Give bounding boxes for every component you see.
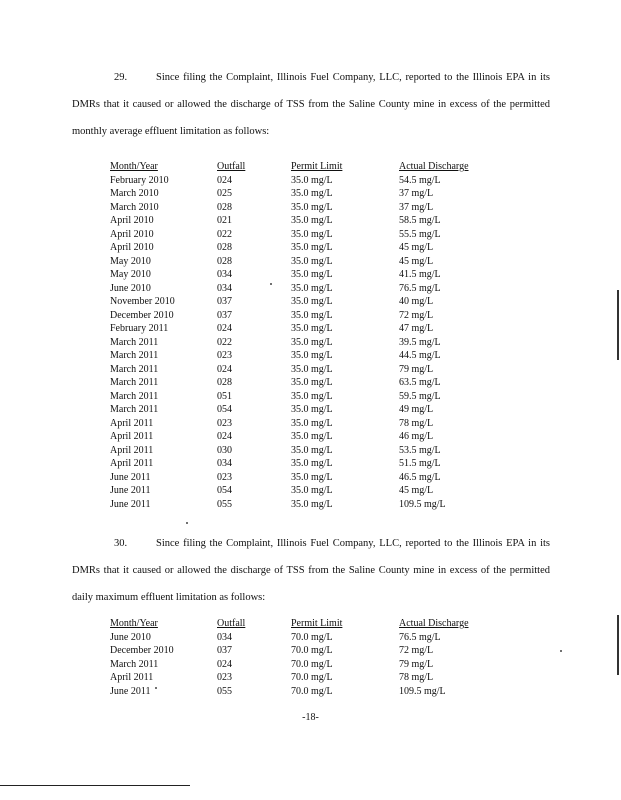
table-cell: 79 mg/L: [399, 658, 434, 670]
table-cell: 024: [217, 323, 232, 334]
table-cell: 35.0 mg/L: [291, 444, 333, 456]
table-cell: 023: [217, 350, 232, 361]
table-cell: 054: [217, 485, 232, 496]
table-cell: 35.0 mg/L: [291, 390, 333, 402]
table-cell: March 2010: [110, 201, 159, 213]
column-header: Month/Year: [110, 618, 158, 629]
table-cell: 025: [217, 188, 232, 199]
column-header: Month/Year: [110, 161, 158, 172]
column-header: Actual Discharge: [399, 161, 469, 172]
table-cell: March 2011: [110, 363, 159, 375]
table-cell: 37 mg/L: [399, 188, 434, 199]
table-cell: 055: [217, 685, 232, 697]
column-header: Permit Limit: [291, 618, 343, 629]
table-cell: 76.5 mg/L: [399, 631, 441, 643]
table-cell: 78 mg/L: [399, 672, 434, 683]
table-cell: March 2011: [110, 404, 159, 415]
table-cell: 35.0 mg/L: [291, 174, 333, 186]
paragraph-text: Since filing the Complaint, Illinois Fuel Company, LLC, reported to the Illinois EPA in its DMRs that it caused or allowed the discharge of TSS from the Saline County mine in excess of the permitted daily maximum effluent limitation as follows:: [72, 538, 550, 603]
table-cell: 78 mg/L: [399, 417, 434, 429]
table-cell: 70.0 mg/L: [291, 658, 333, 670]
column-header: Actual Discharge: [399, 618, 469, 629]
table-cell: 024: [217, 363, 232, 375]
table-cell: 35.0 mg/L: [291, 404, 333, 415]
table-cell: 021: [217, 215, 232, 226]
table-cell: 023: [217, 471, 232, 483]
table-cell: 70.0 mg/L: [291, 631, 333, 643]
table-cell: 70.0 mg/L: [291, 645, 333, 656]
table-cell: 35.0 mg/L: [291, 242, 333, 253]
table-cell: 63.5 mg/L: [399, 377, 441, 388]
table-cell: 034: [217, 631, 232, 643]
table-cell: December 2010: [110, 645, 174, 656]
table-cell: 109.5 mg/L: [399, 498, 446, 510]
table-cell: June 2011: [110, 685, 151, 697]
table-cell: 034: [217, 269, 232, 280]
table-cell: 35.0 mg/L: [291, 363, 333, 375]
table-cell: 45 mg/L: [399, 242, 434, 253]
table-cell: March 2011: [110, 377, 159, 388]
table-cell: 76.5 mg/L: [399, 282, 441, 294]
table-cell: 55.5 mg/L: [399, 228, 441, 240]
table-cell: 35.0 mg/L: [291, 377, 333, 388]
table-cell: 037: [217, 296, 232, 307]
paragraph-30: [72, 530, 550, 611]
table-cell: April 2011: [110, 444, 154, 456]
table-cell: 034: [217, 458, 232, 469]
table-cell: 35.0 mg/L: [291, 323, 333, 334]
table-cell: 35.0 mg/L: [291, 215, 333, 226]
scan-speck: [186, 522, 188, 524]
paragraph-text: Since filing the Complaint, Illinois Fuel Company, LLC, reported to the Illinois EPA in its DMRs that it caused or allowed the discharge of TSS from the Saline County mine in excess of the permitted monthly average effluent limitation as follows:: [72, 72, 550, 137]
table-cell: 037: [217, 645, 232, 656]
table-cell: 054: [217, 404, 232, 415]
table-cell: November 2010: [110, 296, 175, 307]
table-cell: 47 mg/L: [399, 323, 434, 334]
table-cell: 45 mg/L: [399, 485, 434, 496]
page-number: -18-: [302, 712, 319, 723]
table-cell: 35.0 mg/L: [291, 336, 333, 348]
paragraph-number: 30.: [114, 538, 128, 549]
table-cell: 35.0 mg/L: [291, 255, 333, 267]
table-cell: 70.0 mg/L: [291, 685, 333, 697]
table-cell: 35.0 mg/L: [291, 282, 333, 294]
table-cell: 022: [217, 228, 232, 240]
table-cell: 030: [217, 444, 232, 456]
table-cell: 35.0 mg/L: [291, 201, 333, 213]
table-cell: June 2010: [110, 631, 151, 643]
margin-mark: [617, 615, 619, 675]
table-cell: 54.5 mg/L: [399, 174, 441, 186]
table-cell: March 2011: [110, 658, 159, 670]
table-cell: 051: [217, 390, 232, 402]
margin-mark: [617, 290, 619, 360]
table-cell: June 2010: [110, 282, 151, 294]
table-cell: 44.5 mg/L: [399, 350, 441, 361]
table-cell: 35.0 mg/L: [291, 269, 333, 280]
table-cell: April 2011: [110, 458, 154, 469]
table-cell: June 2011: [110, 485, 151, 496]
table-cell: April 2011: [110, 672, 154, 683]
table-cell: 59.5 mg/L: [399, 390, 441, 402]
table-cell: April 2010: [110, 242, 154, 253]
paragraph-29: [72, 64, 550, 145]
table-cell: 45 mg/L: [399, 255, 434, 267]
table-cell: 023: [217, 417, 232, 429]
table-cell: 51.5 mg/L: [399, 458, 441, 469]
footnote-rule: [0, 785, 190, 786]
scan-speck: [560, 650, 562, 652]
table-cell: 109.5 mg/L: [399, 685, 446, 697]
table-cell: 58.5 mg/L: [399, 215, 441, 226]
table-cell: 35.0 mg/L: [291, 458, 333, 469]
table-cell: March 2011: [110, 350, 159, 361]
table-cell: 72 mg/L: [399, 645, 434, 656]
table-cell: 35.0 mg/L: [291, 471, 333, 483]
table-cell: 028: [217, 377, 232, 388]
table-cell: 35.0 mg/L: [291, 350, 333, 361]
paragraph-number: 29.: [114, 72, 128, 83]
table-cell: March 2010: [110, 188, 159, 199]
table-cell: March 2011: [110, 390, 159, 402]
table-cell: 35.0 mg/L: [291, 431, 333, 442]
table-cell: 35.0 mg/L: [291, 485, 333, 496]
table-cell: 35.0 mg/L: [291, 228, 333, 240]
table-cell: 055: [217, 498, 232, 510]
table-cell: 53.5 mg/L: [399, 444, 441, 456]
table-cell: 35.0 mg/L: [291, 296, 333, 307]
table-cell: April 2011: [110, 417, 154, 429]
table-cell: 40 mg/L: [399, 296, 434, 307]
table-cell: April 2010: [110, 215, 154, 226]
table-cell: 46.5 mg/L: [399, 471, 441, 483]
table-cell: 35.0 mg/L: [291, 498, 333, 510]
table-cell: 72 mg/L: [399, 309, 434, 321]
table-cell: April 2011: [110, 431, 154, 442]
table-cell: December 2010: [110, 309, 174, 321]
column-header: Outfall: [217, 618, 246, 629]
table-cell: 024: [217, 431, 232, 442]
table-cell: 023: [217, 672, 232, 683]
table-cell: June 2011: [110, 471, 151, 483]
table-cell: June 2011: [110, 498, 151, 510]
table-cell: February 2010: [110, 174, 169, 186]
table-cell: 79 mg/L: [399, 363, 434, 375]
scan-speck: [155, 687, 157, 689]
scan-speck: [270, 283, 272, 285]
table-cell: 39.5 mg/L: [399, 336, 441, 348]
table-cell: February 2011: [110, 323, 169, 334]
table-cell: 024: [217, 658, 232, 670]
table-cell: 46 mg/L: [399, 431, 434, 442]
table-cell: 35.0 mg/L: [291, 309, 333, 321]
table-cell: April 2010: [110, 228, 154, 240]
column-header: Outfall: [217, 161, 246, 172]
table-cell: May 2010: [110, 255, 151, 267]
table-cell: 35.0 mg/L: [291, 188, 333, 199]
table-cell: 028: [217, 201, 232, 213]
table-cell: 41.5 mg/L: [399, 269, 441, 280]
table-cell: 49 mg/L: [399, 404, 434, 415]
table-cell: 37 mg/L: [399, 201, 434, 213]
table-cell: 024: [217, 174, 232, 186]
table-cell: 028: [217, 255, 232, 267]
table-cell: 037: [217, 309, 232, 321]
table-cell: 028: [217, 242, 232, 253]
table-cell: 70.0 mg/L: [291, 672, 333, 683]
table-cell: 35.0 mg/L: [291, 417, 333, 429]
column-header: Permit Limit: [291, 161, 343, 172]
table-cell: 034: [217, 282, 232, 294]
table-cell: 022: [217, 336, 232, 348]
table-cell: May 2010: [110, 269, 151, 280]
table-cell: March 2011: [110, 336, 159, 348]
